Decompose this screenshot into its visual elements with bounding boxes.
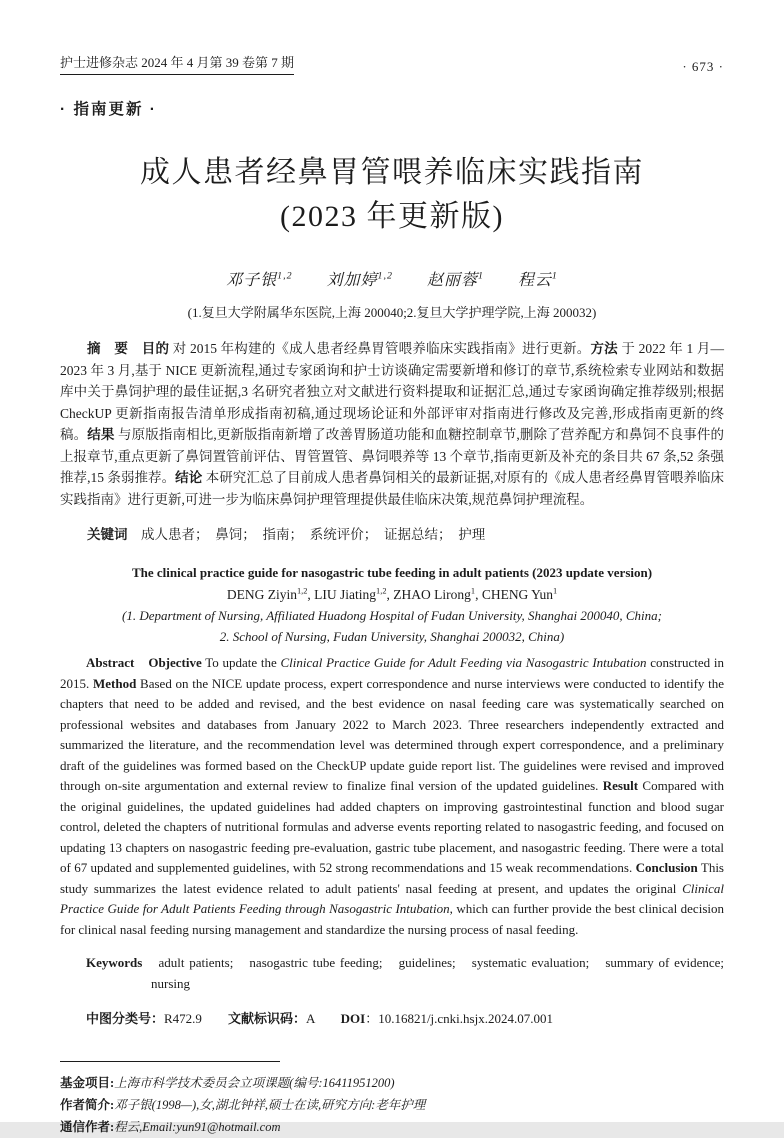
journal-title: 护士进修杂志 2024 年 4 月第 39 卷第 7 期 — [60, 52, 294, 75]
abstract-en: Abstract Objective To update the Clinical Practice Guide for Adult Feeding via Nasogastric Intubation constructed in 2015. Method Based on the NICE update process, expert correspondence and nurse interviews were conducted to identify the chapters that need to be added and revised, and the best evidence on nasal feeding care was systematically searched on professional websites and databases from January 2022 to March 2023. Three researchers independently extracted and summarized the literature, and the recommendation level was determined through expert correspondence, and a preliminary draft of the guidelines was formed based on the CheckUP update guide report list. The guidelines were revised and improved through on-site argumentation and external review to finalize final version of the updated guidelines. Result Compared with the original guidelines, the updated guidelines had added chapters on improving gastrointestinal function and blood sugar control, deleted the chapters of nutritional formulas and adverse events reporting related to nasogastric feeding, and focused on updating 13 chapters on nasogastric feeding pre-evaluation, gastric tube placement, and nasogastric feeding. There were a total of 67 updated and supplemented guidelines, with 52 strong recommendations and 15 weak recommendations. Conclusion This study summarizes the latest evidence related to adult patients' nasal feeding at present, and updates the original Clinical Practice Guide for Adult Patients Feeding through Nasogastric Intubation, which can further provide the best clinical decision for clinical nasal feeding nursing management and standardize the nursing process of nasal feeding. — [60, 655, 725, 937]
keywords-cn: 关键词 成人患者； 鼻饲； 指南； 系统评价； 证据总结； 护理 — [87, 526, 486, 542]
article-title-cn — [60, 151, 724, 239]
authors-cn: 邓子银$^{1,2}$ 刘加婷$^{1,2}$ 赵丽蓉$^1$ 程云$^1$ — [226, 270, 558, 289]
article-title-cn-line1: 成人患者经鼻胃管喂养临床实践指南 — [140, 156, 644, 189]
affiliation-en — [60, 605, 724, 647]
classification-line: 中图分类号：R472.9 文献标识码：A DOI：10.16821/j.cnki.hsjx.2024.07.001 — [86, 1011, 553, 1026]
footnote-author-bio: 作者简介:邓子银(1998—),女,湖北钟祥,硕士在读,研究方向:老年护理 — [60, 1098, 426, 1112]
authors-en: DENG Ziyin$^{1,2}$, LIU Jiating$^{1,2}$, ZHAO Lirong$^1$, CHENG Yun$^1$ — [226, 586, 558, 602]
footnote-divider — [60, 1061, 280, 1062]
affiliation-en-line2: 2. School of Nursing, Fudan University, Shanghai 200032, China) — [219, 629, 565, 644]
footnote-fund: 基金项目:上海市科学技术委员会立项课题(编号:16411951200) — [60, 1076, 395, 1090]
affiliation-en-line1: (1. Department of Nursing, Affiliated Huadong Hospital of Fudan University, Shanghai 200040, China; — [122, 608, 662, 623]
footnotes — [60, 1072, 724, 1138]
abstract-cn: 摘 要 目的 对 2015 年构建的《成人患者经鼻胃管喂养临床实践指南》进行更新。方法 于 2022 年 1 月—2023 年 3 月,基于 NICE 更新流程,通过专家函询和护士访谈确定需要新增和修订的章节,系统检索专业网站和数据库中关于鼻饲护理的最佳证据,3 名研究者独立对文献进行资料提取和证据汇总,通过专家函询确定推荐级别;根据 CheckUP 更新指南报告清单形成指南初稿,通过现场论证和外部评审对指南进行修改及完善,形成指南更新的终稿。结果 与原版指南相比,更新版指南新增了改善胃肠道功能和血糖控制章节,删除了营养配方和鼻饲不良事件的上报章节,重点更新了鼻饲置管前评估、胃管置管、鼻饲喂养等 13 个章节,指南更新及补充的条目共 67 条,52 条强推荐,15 条弱推荐。结论 本研究汇总了目前成人患者鼻饲相关的最新证据,对原有的《成人患者经鼻胃管喂养临床实践指南》进行更新,可进一步为临床鼻饲护理管理提供最佳临床决策,规范鼻饲护理流程。 — [60, 341, 725, 507]
footnote-corresponding-author: 通信作者:程云,Email:yun91@hotmail.com — [60, 1120, 281, 1134]
article-title-en: The clinical practice guide for nasogastric tube feeding in adult patients (2023 update version) — [131, 565, 653, 580]
keywords-en: Keywords adult patients; nasogastric tube feeding; guidelines; systematic evaluation; summary of evidence; nursing — [86, 955, 738, 991]
section-badge: · 指南更新 · — [60, 101, 157, 118]
affiliation-cn: (1.复旦大学附属华东医院,上海 200040;2.复旦大学护理学院,上海 200032) — [187, 305, 597, 320]
article-title-cn-line2: (2023 年更新版) — [280, 200, 504, 233]
running-head — [60, 52, 724, 75]
page-number: · 673 · — [682, 59, 724, 74]
